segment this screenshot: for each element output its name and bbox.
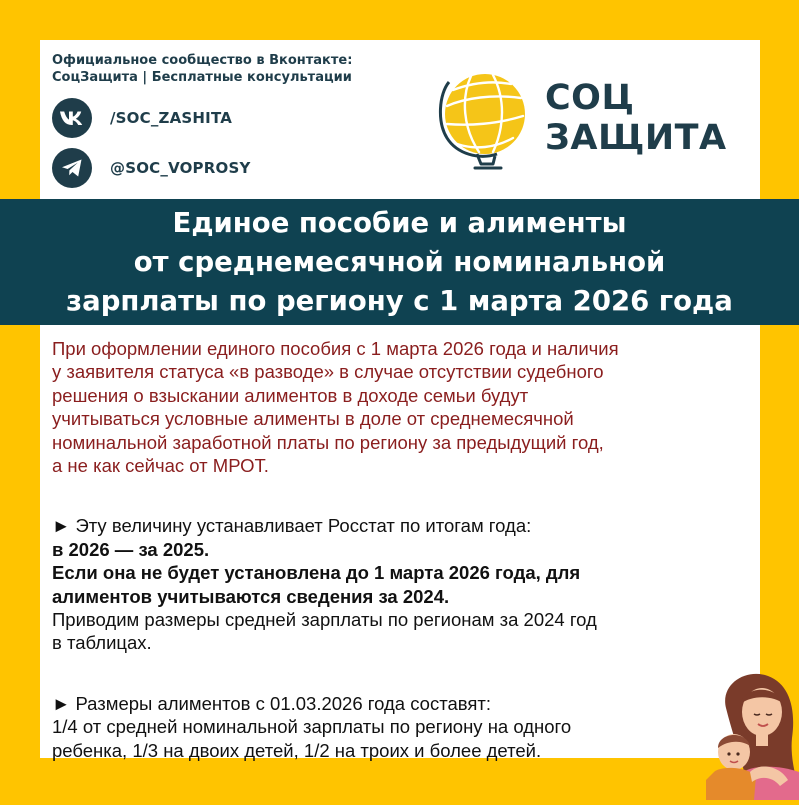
point1-note: в таблицах. <box>52 632 152 654</box>
intro-line: При оформлении единого пособия с 1 марта 2026 года и наличия <box>52 338 619 359</box>
intro-line: учитываться условные алименты в доле от среднемесячной <box>52 408 574 430</box>
intro-line: у заявителя статуса «в разводе» в случае отсутствии судебного <box>52 361 604 383</box>
logo-line-1: СОЦ <box>545 78 635 118</box>
logo-text <box>545 78 727 158</box>
vk-handle: /SOC_ZASHITA <box>110 109 233 127</box>
logo <box>435 64 735 184</box>
intro-line: номинальной заработной платы по региону за предыдущий год, <box>52 431 604 453</box>
header-info <box>52 52 412 188</box>
vk-link[interactable] <box>52 98 412 138</box>
point1-bold-line: в 2026 — за 2025. <box>52 538 210 560</box>
vk-icon <box>52 98 92 138</box>
point1-lead: ► Эту величину устанавливает Росстат по итогам года: <box>52 515 532 537</box>
mother-child-illustration <box>706 668 799 800</box>
community-line-1: Официальное сообщество в Вконтакте: <box>52 53 353 68</box>
title-banner <box>0 199 799 325</box>
point1-note: Приводим размеры средней зарплаты по регионам за 2024 год <box>52 609 597 631</box>
title-line-2: от среднемесячной номинальной <box>133 245 666 278</box>
telegram-icon <box>52 148 92 188</box>
globe-icon <box>435 64 531 174</box>
telegram-link[interactable] <box>52 148 412 188</box>
point2-line: ребенка, 1/3 на двоих детей, 1/2 на троих и более детей. <box>52 739 542 761</box>
point2-lead: ► Размеры алиментов с 01.03.2026 года составят: <box>52 692 492 714</box>
logo-line-2: ЗАЩИТА <box>545 118 727 158</box>
intro-line: а не как сейчас от МРОТ. <box>52 455 269 477</box>
point2-line: 1/4 от средней номинальной зарплаты по региону на одного <box>52 716 572 738</box>
title-line-3: зарплаты по региону с 1 марта 2026 года <box>66 284 733 317</box>
point1-bold-line: алиментов учитываются сведения за 2024. <box>52 585 450 607</box>
article-body <box>52 337 764 762</box>
point1-bold-line: Если она не будет установлена до 1 марта 2026 года, для <box>52 562 581 584</box>
title-line-1: Единое пособие и алименты <box>172 206 627 239</box>
intro-line: решения о взыскании алиментов в доходе семьи будут <box>52 384 529 406</box>
community-line-2: СоцЗащита | Бесплатные консультации <box>52 70 352 85</box>
telegram-handle: @SOC_VOPROSY <box>110 159 251 177</box>
